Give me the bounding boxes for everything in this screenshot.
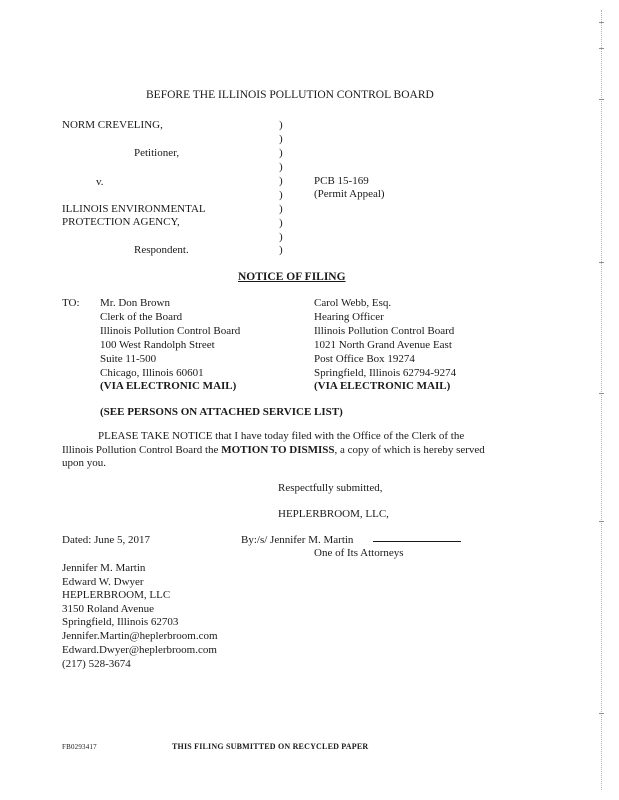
recycled-paper-note: THIS FILING SUBMITTED ON RECYCLED PAPER — [172, 742, 369, 751]
recipient-line: Chicago, Illinois 60601 — [100, 367, 204, 379]
caption-bracket: ) — [279, 147, 283, 159]
respondent-name-line1: ILLINOIS ENVIRONMENTAL — [62, 203, 206, 215]
caption-bracket: ) — [279, 203, 283, 215]
recipient-line: 100 West Randolph Street — [100, 339, 215, 351]
recipient-line: Hearing Officer — [314, 311, 384, 323]
scan-edge-marks — [601, 10, 603, 790]
signature-by: By:/s/ Jennifer M. Martin — [241, 534, 354, 546]
firm-name: HEPLERBROOM, LLC, — [278, 508, 389, 520]
versus-label: v. — [96, 176, 104, 188]
recipient-line: Post Office Box 19274 — [314, 353, 415, 365]
signature-line — [373, 541, 461, 542]
edge-tick — [599, 262, 604, 263]
body-text: Illinois Pollution Control Board the — [62, 444, 222, 456]
caption-bracket: ) — [279, 119, 283, 131]
phone-number: (217) 528-3674 — [62, 658, 131, 670]
signature-block-line: Edward W. Dwyer — [62, 576, 144, 588]
recipient-line: Illinois Pollution Control Board — [100, 325, 241, 337]
notice-body-line1: PLEASE TAKE NOTICE that I have today filed with the Office of the Clerk of the — [98, 430, 465, 442]
case-number: PCB 15-169 — [314, 175, 369, 187]
notice-body-line3: upon you. — [62, 457, 106, 469]
attorney-role: One of Its Attorneys — [314, 547, 404, 559]
edge-tick — [599, 99, 604, 100]
recipient-line: 1021 North Grand Avenue East — [314, 339, 452, 351]
caption-bracket: ) — [279, 189, 283, 201]
notice-title: NOTICE OF FILING — [238, 271, 346, 283]
caption-bracket: ) — [279, 161, 283, 173]
body-text: , a copy of which is hereby served — [334, 444, 485, 456]
petitioner-name: NORM CREVELING, — [62, 119, 163, 131]
edge-tick — [599, 48, 604, 49]
caption-bracket: ) — [279, 231, 283, 243]
caption-bracket: ) — [279, 175, 283, 187]
dated-line: Dated: June 5, 2017 — [62, 534, 150, 546]
recipient-line: Mr. Don Brown — [100, 297, 170, 309]
case-type: (Permit Appeal) — [314, 188, 385, 200]
respondent-role: Respondent. — [134, 244, 189, 256]
recipient-line: Carol Webb, Esq. — [314, 297, 392, 309]
caption-bracket: ) — [279, 217, 283, 229]
signature-block-line: 3150 Roland Avenue — [62, 603, 155, 615]
email-link[interactable]: Edward.Dwyer@heplerbroom.com — [62, 644, 217, 656]
petitioner-role: Petitioner, — [134, 147, 180, 159]
signature-block-line: HEPLERBROOM, LLC — [62, 589, 171, 601]
delivery-method: (VIA ELECTRONIC MAIL) — [314, 380, 451, 392]
recipient-line: Clerk of the Board — [100, 311, 183, 323]
signature-block-line: Jennifer M. Martin — [62, 562, 146, 574]
recipient-line: Illinois Pollution Control Board — [314, 325, 455, 337]
edge-tick — [599, 521, 604, 522]
bates-number: FB0293417 — [62, 743, 97, 751]
caption-bracket: ) — [279, 133, 283, 145]
email-link[interactable]: Jennifer.Martin@heplerbroom.com — [62, 630, 218, 642]
document-heading: BEFORE THE ILLINOIS POLLUTION CONTROL BOARD — [146, 89, 434, 101]
signature-block-line: Springfield, Illinois 62703 — [62, 616, 179, 628]
notice-body-line2 — [62, 445, 485, 456]
closing-respectfully: Respectfully submitted, — [278, 482, 383, 494]
delivery-method: (VIA ELECTRONIC MAIL) — [100, 380, 237, 392]
motion-title: MOTION TO DISMISS — [221, 444, 335, 456]
recipient-line: Springfield, Illinois 62794-9274 — [314, 367, 457, 379]
caption-bracket: ) — [279, 244, 283, 256]
respondent-name-line2: PROTECTION AGENCY, — [62, 216, 180, 228]
service-list-note: (SEE PERSONS ON ATTACHED SERVICE LIST) — [100, 406, 343, 418]
to-label: TO: — [62, 297, 80, 309]
recipient-line: Suite 11-500 — [100, 353, 157, 365]
edge-tick — [599, 713, 604, 714]
edge-tick — [599, 22, 604, 23]
edge-tick — [599, 393, 604, 394]
